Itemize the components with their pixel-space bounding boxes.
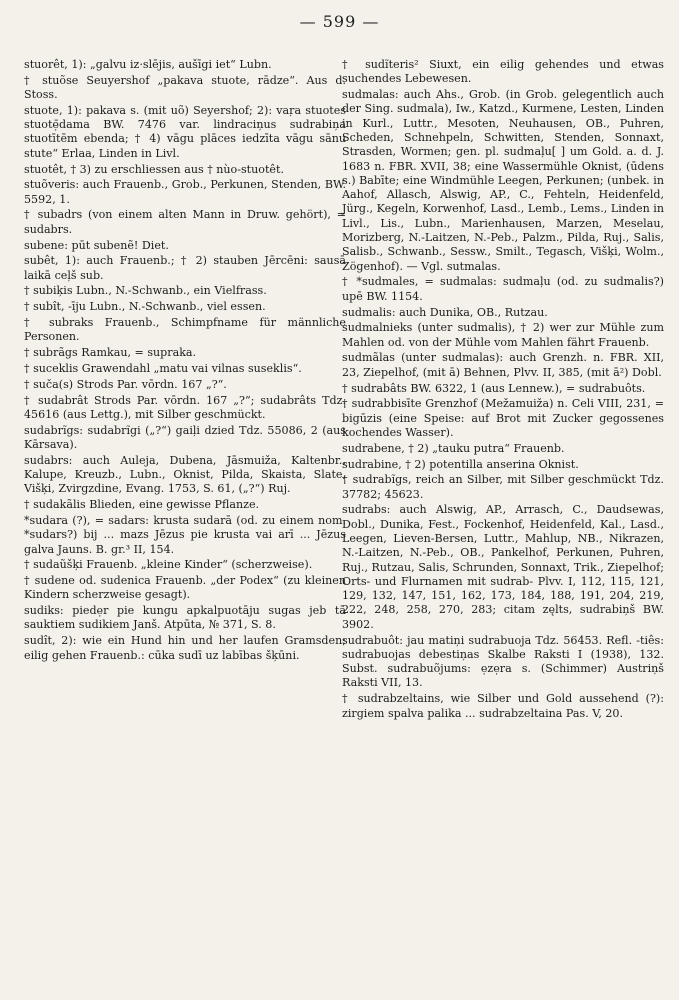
page-number: — 599 —	[299, 12, 380, 31]
dictionary-entry: † sudrabzeltains, wie Silber und Gold aussehend (?): zirgiem spalva palika ... sudrabzeltaina Pas. V, 20.	[342, 692, 664, 720]
dictionary-entry: sudiks: piedẹr pie kungu apkalpuotāju sugas jeb tā sauktiem sudikiem Janš. Atpūta, № 371, S. 8.	[24, 604, 346, 632]
dictionary-entry: † *sudmales, = sudmalas: sudmaļu (od. zu sudmalis?) upē BW. 1154.	[342, 275, 664, 303]
dictionary-entry: † subadrs (von einem alten Mann in Druw. gehört), = sudabrs.	[24, 208, 346, 236]
dictionary-entry: † sudakãlis Blieden, eine gewisse Pflanze.	[24, 498, 260, 512]
dictionary-entry: † sudene od. sudenica Frauenb. „der Podex“ (zu kleinen Kindern scherzweise gesagt).	[24, 574, 346, 602]
dictionary-entry: stuõveris: auch Frauenb., Grob., Perkunen, Stenden, BW. 5592, 1.	[24, 178, 346, 206]
dictionary-entry: sudabrs: auch Auleja, Dubena, Jāsmuiža, Kaltenbr., Kalupe, Kreuzb., Lubn., Oknist, Pilda, Skaista, Slate, Višķi, Zvirgzdine, Evang. 1753, S. 61, („?“) Ruj.	[24, 453, 346, 496]
dictionary-entry: † suceklis Grawendahl „matu vai vilnas suseklis“.	[24, 361, 302, 375]
dictionary-entry: † sudĩteris² Siuxt, ein eilig gehendes und etwas suchendes Lebewesen.	[342, 58, 664, 86]
dictionary-entry: sudrabene, † 2) „tauku putra“ Frauenb.	[342, 441, 565, 455]
dictionary-entry: † stuõse Seuyershof „pakava stuote, rādze“. Aus d. Stoss.	[24, 73, 346, 102]
dictionary-entry: sudmalnieks (unter sudmalis), † 2) wer zur Mühle zum Mahlen od. von der Mühle vom Mahlen fährt Frauenb.	[342, 321, 664, 349]
right-column	[342, 58, 664, 722]
left-column	[24, 58, 346, 664]
dictionary-entry: stuorêt, 1): „galvu iz·slējis, aušīgi iet“ Lubn.	[24, 58, 272, 71]
dictionary-entry: † suča(s) Strods Par. vōrdn. 167 „?“.	[24, 377, 227, 391]
dictionary-entry: sudmalas: auch Ahs., Grob. (in Grob. gelegentlich auch der Sing. sudmala), Iw., Katzd., Kurmene, Lesten, Linden in Kurl., Luttr., Mesoten, Neuhausen, OB., Puhren, Scheden, Schnehpeln, Schwitten, Stenden, Sonnaxt, Strasden, Wormen; gen. pl. sudmaļu[ ] um Gold. a. d. J. 1683 n. FBR. XVII, 38; eine Wassermühle Oknist, (ūdens s.) Babīte; eine Windmühle Leegen, Perkunen; (unbek. in Aahof, Allasch, Alswig, AP., C., Fehteln, Heidenfeld, Jürg., Kegeln, Korwenhof, Lasd., Lemb., Lems., Linden in Livl., Lis., Lubn., Marienhausen, Marzen, Meselau, Morizberg, N.-Laitzen, N.-Peb., Palzm., Pilda, Ruj., Salis, Salisb., Schwanb., Sessw., Smilt., Tegasch, Višķi, Wolm., Zögenhof). — Vgl. sutmalas.	[342, 88, 664, 273]
dictionary-entry: † sudrabĩgs, reich an Silber, mit Silber geschmückt Tdz. 37782; 45623.	[342, 473, 664, 501]
dictionary-entry: † subraks Frauenb., Schimpfname für männliche Personen.	[24, 316, 346, 344]
dictionary-entry: † subrãgs Ramkau, = supraka.	[24, 346, 197, 360]
dictionary-entry: stuotêt, † 3) zu erschliessen aus † nùo-stuotêt.	[24, 162, 284, 176]
dictionary-entry: subêt, 1): auch Frauenb.; † 2) stauben Jērcēni: sausā laikā ceļš sub.	[24, 254, 346, 282]
dictionary-entry: sudît, 2): wie ein Hund hin und her laufen Gramsden; eilig gehen Frauenb.: cūka sudī uz labības šķūni.	[24, 634, 346, 662]
dictionary-entry: sudrabuôt: jau matiņi sudrabuoja Tdz. 56453. Refl. -tiês: sudrabuojas debestiņas Skalbe Raksti I (1938), 132. Subst. sudrabuõjums: ẹzẹra s. (Schimmer) Austriņš Raksti VII, 13.	[342, 633, 664, 690]
dictionary-entry: † sudaũšķi Frauenb. „kleine Kinder“ (scherzweise).	[24, 558, 313, 572]
dictionary-entry: † sudabrât Strods Par. vōrdn. 167 „?“; sudabrâts Tdz. 45616 (aus Lettg.), mit Silber geschmückt.	[24, 393, 346, 421]
dictionary-entry: † subiķis Lubn., N.-Schwanb., ein Vielfrass.	[24, 284, 267, 298]
dictionary-entry: † subît, -īju Lubn., N.-Schwanb., viel essen.	[24, 300, 266, 314]
dictionary-entry: subene: pūt subenẽ! Diet.	[24, 238, 169, 252]
dictionary-entry: sudrabine, † 2) potentilla anserina Oknist.	[342, 457, 579, 471]
dictionary-entry: sudmãlas (unter sudmalas): auch Grenzh. n. FBR. XII, 23, Ziepelhof, (mit ā) Behnen, Plvv. II, 385, (mit ā²) Dobl.	[342, 351, 664, 379]
dictionary-entry: stuote, 1): pakava s. (mit uõ) Seyershof; 2): vaŗa stuotes stuotẹ̄dama BW. 7476 var. lindraciņus sudrabiņa stuotītēm ebenda; † 4) vāgu plāces iedzīta vāgu sānu stute“ Erlaa, Linden in Livl.	[24, 103, 346, 160]
dictionary-entry: † sudrabbisīte Grenzhof (Mežamuiža) n. Celi VIII, 231, = bigūzis (eine Speise: auf Brot mit Zucker gegossenes kochendes Wasser).	[342, 397, 664, 439]
dictionary-entry: sudmalis: auch Dunika, OB., Rutzau.	[342, 305, 548, 319]
dictionary-entry: *sudara (?), = sadars: krusta sudarā (od. zu einem nom. *sudars?) bij ... mazs Jēzus pie krusta vai arī ... Jēzus galva Jauns. B. gr.³ II, 154.	[24, 513, 346, 556]
dictionary-entry: sudabrĩgs: sudabrĩgi („?“) gaiļi dzied Tdz. 55086, 2 (aus Kārsava).	[24, 423, 346, 451]
dictionary-entry: sudrabs: auch Alswig, AP., Arrasch, C., Daudsewas, Dobl., Dunika, Fest., Fockenhof, Heidenfeld, Kal., Lasd., Leegen, Lieven-Bersen, Luttr., Mahlup, NB., Nikrazen, N.-Laitzen, N.-Peb., OB., Pankelhof, Perkunen, Puhren, Ruj., Rutzau, Salis, Schrunden, Sonnaxt, Trik., Ziepelhof; Orts- und Flurnamen mit sudrab- Plvv. I, 112, 115, 121, 129, 132, 147, 151, 162, 173, 184, 188, 191, 204, 219, 222, 248, 258, 270, 283; citam zęlts, sudrabiņš BW. 3902.	[342, 503, 664, 631]
dictionary-entry: † sudrabâts BW. 6322, 1 (aus Lennew.), = sudrabuôts.	[342, 381, 646, 395]
